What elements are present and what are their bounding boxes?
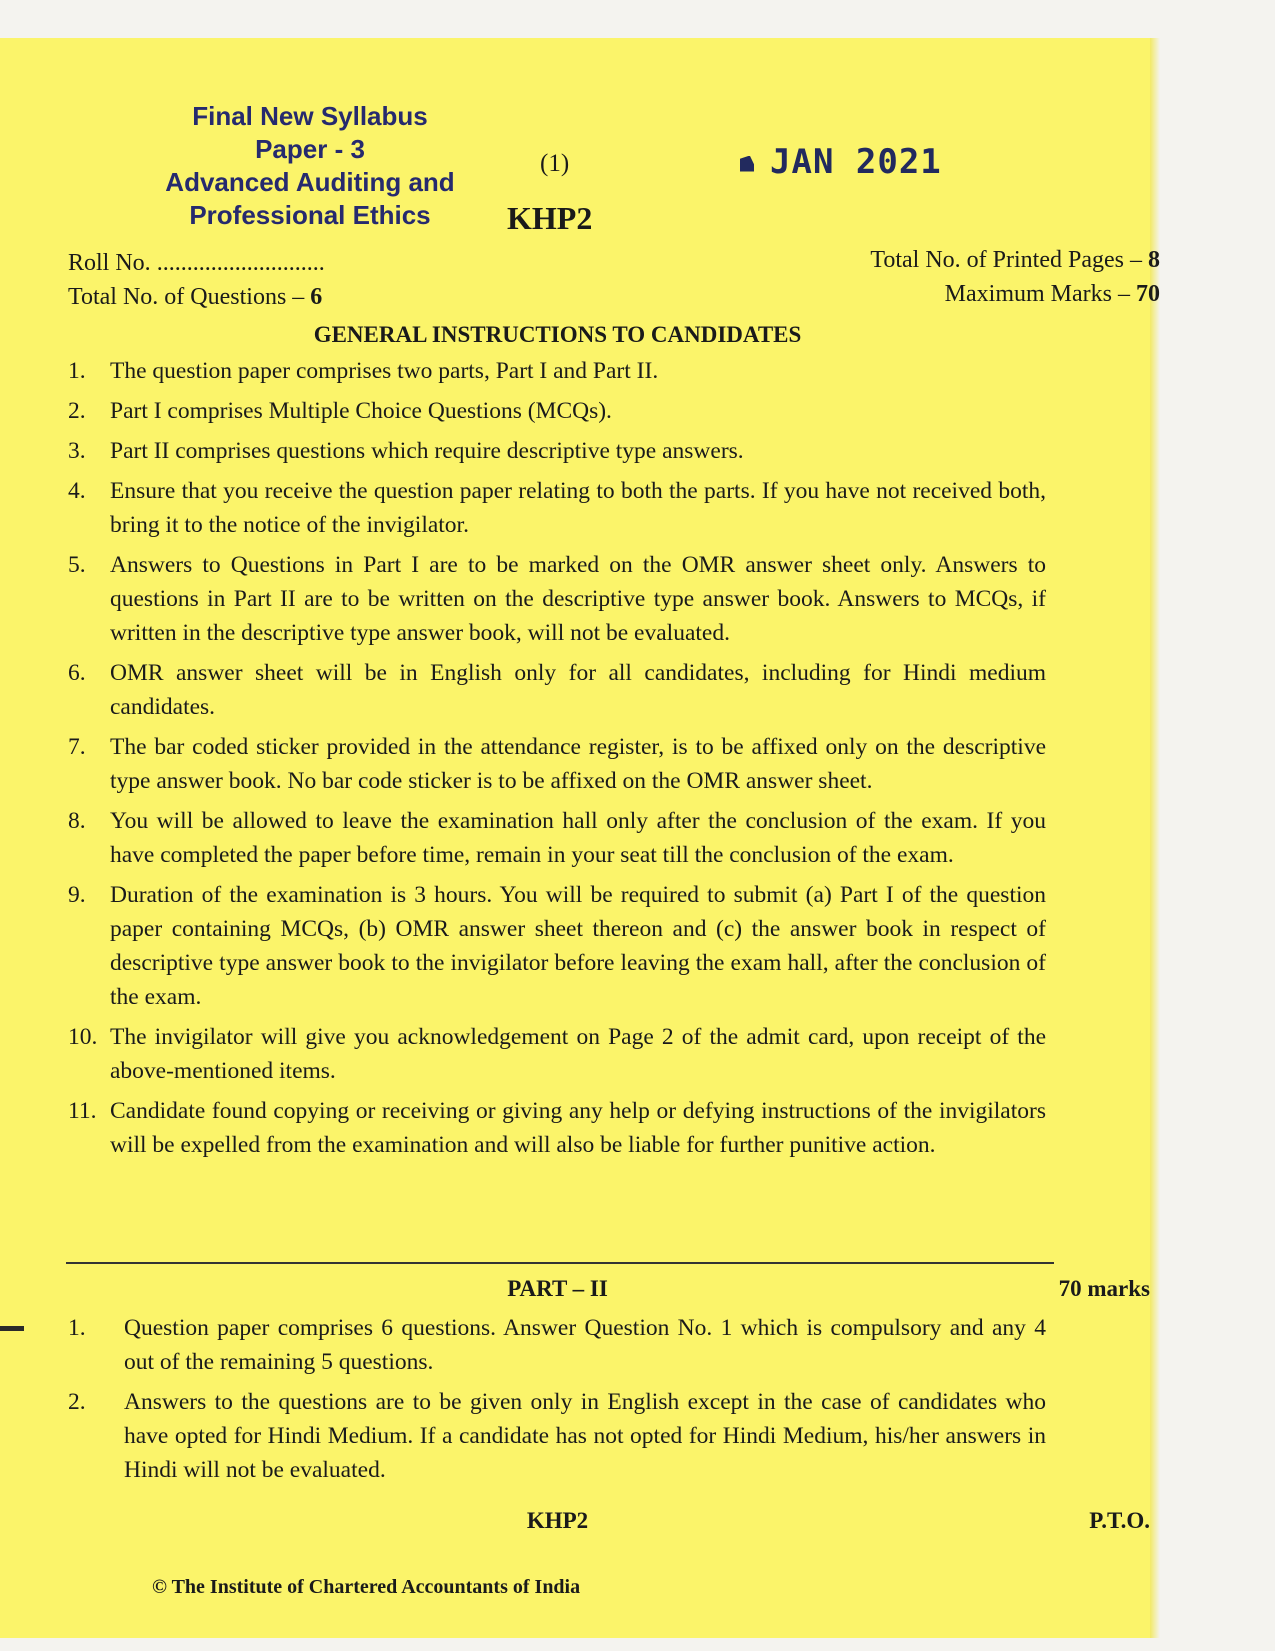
item-number: 11. xyxy=(68,1098,97,1124)
general-instructions-list xyxy=(68,354,1046,1168)
instruction-item xyxy=(68,1094,1046,1162)
footer-paper-code: KHP2 xyxy=(526,1508,589,1533)
roll-no-label: Roll No. xyxy=(68,250,151,276)
item-number: 7. xyxy=(68,734,86,760)
max-marks-line xyxy=(870,277,1160,311)
item-text: Answers to Questions in Part I are to be marked on the OMR answer sheet only. Answers to questions in Part II are to be written on the descriptive type answer book. Answers to MCQs, if written in the descriptive type answer book, will not be evaluated. xyxy=(110,552,1046,646)
section-divider xyxy=(66,1262,1054,1264)
total-questions-line xyxy=(68,280,325,314)
item-text: Ensure that you receive the question paper relating to both the parts. If you have not received both, bring it to the notice of the invigilator. xyxy=(110,478,1046,538)
item-number: 1. xyxy=(68,358,86,384)
item-text: Duration of the examination is 3 hours. You will be required to submit (a) Part I of the question paper containing MCQs, (b) OMR answer sheet thereon and (c) the answer book in respect of descriptive type answer book to the invigilator before leaving the exam hall, after the conclusion of the exam. xyxy=(110,882,1046,1010)
item-text: Answers to the questions are to be given only in English except in the case of candidates who have opted for Hindi Medium. If a candidate has not opted for Hindi Medium, his/her answers in Hindi will not be evaluated. xyxy=(124,1389,1046,1483)
total-pages-value: 8 xyxy=(1148,247,1160,273)
instruction-item xyxy=(68,434,1046,468)
page-number: (1) xyxy=(540,150,570,177)
instruction-item xyxy=(68,354,1046,388)
part-two-item xyxy=(68,1311,1046,1379)
copyright-notice: © The Institute of Chartered Accountants of India xyxy=(152,1576,581,1598)
paper-code: KHP2 xyxy=(507,200,593,236)
item-number: 6. xyxy=(68,660,86,686)
please-turn-over: P.T.O. xyxy=(1089,1508,1150,1533)
item-text: OMR answer sheet will be in English only for all candidates, including for Hindi medium candidates. xyxy=(110,660,1046,720)
date-stamp-text: JAN 2021 xyxy=(770,142,942,182)
item-number: 2. xyxy=(68,1389,86,1415)
general-instructions-heading: GENERAL INSTRUCTIONS TO CANDIDATES xyxy=(313,322,802,347)
item-number: 3. xyxy=(68,438,86,464)
instruction-item xyxy=(68,474,1046,542)
part-two-item xyxy=(68,1385,1046,1487)
roll-no-dots: ............................ xyxy=(156,250,325,276)
date-stamp xyxy=(740,142,942,182)
instruction-item xyxy=(68,394,1046,428)
total-questions-label: Total No. of Questions – xyxy=(68,284,311,310)
max-marks-label: Maximum Marks – xyxy=(944,281,1136,307)
item-number: 1. xyxy=(68,1315,86,1341)
margin-mark xyxy=(0,1326,24,1331)
stamp-mark-icon xyxy=(740,156,754,172)
max-marks-value: 70 xyxy=(1136,281,1160,307)
item-number: 8. xyxy=(68,808,86,834)
part-two-marks: 70 marks xyxy=(1058,1276,1150,1301)
item-number: 9. xyxy=(68,882,86,908)
total-pages-line xyxy=(870,243,1160,277)
syllabus-line: Professional Ethics xyxy=(189,200,431,230)
totals-info xyxy=(870,243,1160,311)
syllabus-line: Advanced Auditing and xyxy=(165,167,455,197)
instruction-item xyxy=(68,804,1046,872)
roll-info xyxy=(68,246,325,314)
roll-no-line xyxy=(68,246,325,280)
item-text: Part I comprises Multiple Choice Questions (MCQs). xyxy=(110,398,612,424)
instruction-item xyxy=(68,730,1046,798)
item-text: The question paper comprises two parts, Part I and Part II. xyxy=(110,358,659,384)
item-text: The invigilator will give you acknowledgement on Page 2 of the admit card, upon receipt of the above-mentioned items. xyxy=(110,1024,1046,1084)
syllabus-line: Paper - 3 xyxy=(255,134,365,164)
syllabus-heading xyxy=(140,100,480,232)
total-pages-label: Total No. of Printed Pages – xyxy=(870,247,1148,273)
part-two-heading: PART – II xyxy=(507,1276,608,1301)
instruction-item xyxy=(68,1020,1046,1088)
item-number: 5. xyxy=(68,552,86,578)
item-number: 2. xyxy=(68,398,86,424)
syllabus-line: Final New Syllabus xyxy=(192,101,428,131)
item-number: 4. xyxy=(68,478,86,504)
part-two-instructions-list xyxy=(68,1311,1046,1493)
item-text: Question paper comprises 6 questions. Answer Question No. 1 which is compulsory and any 4 out of the remaining 5 questions. xyxy=(124,1315,1046,1375)
item-text: Part II comprises questions which require descriptive type answers. xyxy=(110,438,744,464)
total-questions-value: 6 xyxy=(310,284,323,310)
item-text: Candidate found copying or receiving or giving any help or defying instructions of the invigilators will be expelled from the examination and will also be liable for further punitive action. xyxy=(110,1098,1046,1158)
item-text: The bar coded sticker provided in the attendance register, is to be affixed only on the descriptive type answer book. No bar code sticker is to be affixed on the OMR answer sheet. xyxy=(110,734,1046,794)
instruction-item xyxy=(68,878,1046,1014)
item-number: 10. xyxy=(68,1024,98,1050)
item-text: You will be allowed to leave the examination hall only after the conclusion of the exam. If you have completed the paper before time, remain in your seat till the conclusion of the exam. xyxy=(110,808,1046,868)
instruction-item xyxy=(68,548,1046,650)
instruction-item xyxy=(68,656,1046,724)
